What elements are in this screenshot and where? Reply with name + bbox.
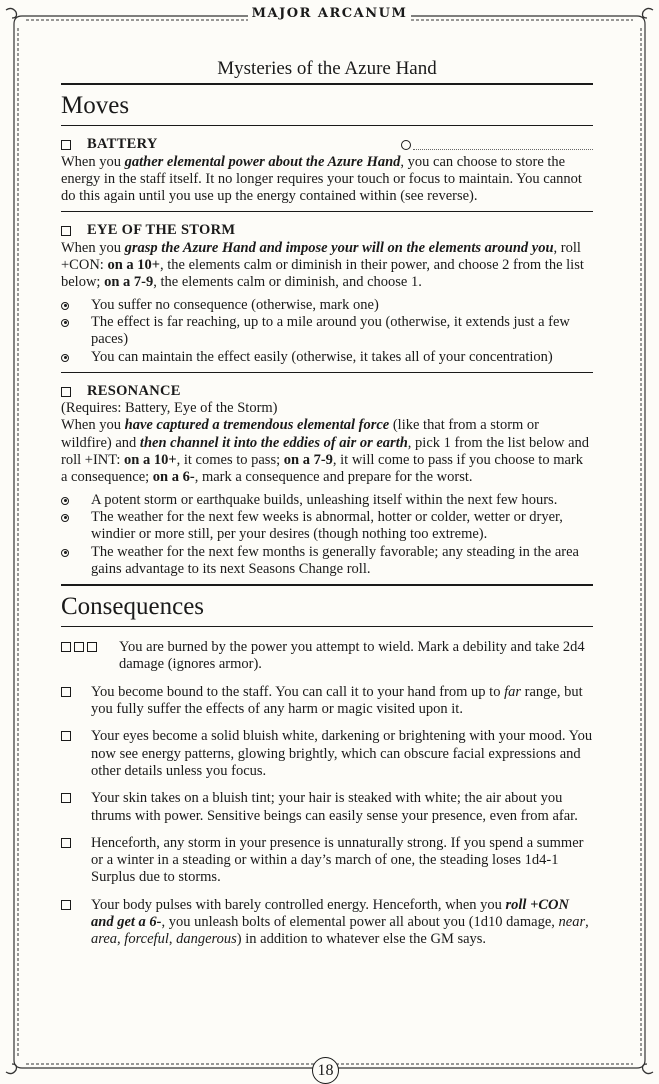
text-run: , the elements calm or diminish in their power, and choose 2 from the list below; — [61, 257, 584, 291]
move-options — [61, 297, 593, 366]
move-option-text: The effect is far reaching, up to a mile around you (otherwise, it extends just a few paces) — [91, 313, 570, 348]
text-run: , pick 1 from the list below and roll +INT: — [61, 434, 590, 469]
text-run: , you unleash bolts of elemental power all about you (1d10 damage, — [161, 913, 559, 930]
text-run: (like that from a storm or wildfire) and — [61, 417, 540, 451]
page-content — [61, 56, 593, 959]
move-options — [61, 492, 593, 578]
consequence-text — [91, 835, 583, 886]
consequence-checkboxes — [61, 793, 74, 803]
text-run: range, but you fully suffer the effects of any harm or magic visited upon it. — [91, 683, 583, 718]
text-run: gather elemental power about the Azure Hand — [124, 153, 401, 170]
move-checkbox[interactable] — [61, 226, 71, 236]
move-checkbox[interactable] — [61, 140, 71, 150]
consequence-item — [61, 684, 593, 719]
text-run: on a 7-9 — [104, 274, 154, 291]
consequence-checkbox[interactable] — [61, 687, 71, 697]
text-run: When you — [61, 417, 125, 434]
divider — [61, 626, 593, 627]
consequence-item — [61, 835, 593, 887]
consequence-text — [91, 790, 578, 823]
move-option-text: The weather for the next few weeks is abnormal, hotter or colder, wetter or dryer, windier or more still, per your desires (though nothing too extreme). — [91, 508, 563, 543]
move-option — [61, 297, 593, 314]
consequences-list — [61, 639, 593, 948]
consequence-item — [61, 897, 593, 949]
energy-circle[interactable] — [401, 140, 411, 150]
text-run: , you can choose to store the energy in the staff itself. It no longer requires your touch or focus to maintain. You cannot do this again until you use up the energy contained within (see reverse). — [61, 153, 582, 205]
text-run: , — [168, 931, 177, 948]
move-title — [61, 136, 593, 153]
text-run: , mark a consequence and prepare for the worst. — [194, 469, 473, 486]
move-option-text: A potent storm or earthquake builds, unleashing itself within the next few hours. — [91, 491, 558, 508]
text-run: on a 7-9 — [283, 452, 333, 469]
text-run: You become bound to the staff. You can call it to your hand from up to — [91, 683, 505, 700]
bullet-icon — [61, 319, 69, 327]
text-run: , — [117, 931, 125, 948]
text-run: Your eyes become a solid bluish white, darkening or brightening with your mood. You now see energy patterns, glowing brightly, which can obscure facial expressions and other details unless you focus. — [91, 728, 593, 779]
energy-dotted-line — [413, 140, 593, 150]
text-run: ) in addition to whatever else the GM says. — [236, 931, 487, 948]
move-text — [61, 154, 593, 206]
text-run: far — [504, 683, 521, 700]
consequence-checkboxes — [61, 731, 74, 741]
move-block — [61, 126, 593, 211]
consequence-checkbox[interactable] — [87, 642, 97, 652]
bullet-icon — [61, 354, 69, 362]
text-run: on a 10+ — [124, 452, 177, 469]
bullet-icon — [61, 302, 69, 310]
move-text — [61, 417, 593, 486]
consequence-checkbox[interactable] — [61, 793, 71, 803]
move-option-text: You suffer no consequence (otherwise, mark one) — [91, 296, 379, 313]
consequence-text — [91, 897, 589, 948]
consequence-text — [119, 639, 585, 672]
consequences-heading: Consequences — [61, 593, 205, 621]
text-run: Your body pulses with barely controlled energy. Henceforth, when you — [91, 896, 506, 913]
text-run: roll +CON and get a 6- — [91, 896, 569, 930]
move-option — [61, 314, 593, 349]
consequence-checkbox[interactable] — [74, 642, 84, 652]
bullet-icon — [61, 514, 69, 522]
text-run: , — [585, 913, 589, 930]
move-name: EYE OF THE STORM — [87, 222, 236, 239]
text-run: area — [91, 931, 118, 948]
text-run: When you — [61, 153, 125, 170]
consequence-text — [91, 728, 592, 779]
move-name: BATTERY — [87, 136, 158, 153]
text-run: , roll +CON: — [61, 239, 581, 274]
text-run: have captured a tremendous elemental force — [124, 417, 390, 434]
bullet-icon — [61, 549, 69, 557]
text-run: then channel it into the eddies of air or earth — [139, 434, 408, 451]
bullet-icon — [61, 497, 69, 505]
move-option-text: The weather for the next few months is generally favorable; any steading in the area gains advantage to its next Seasons Change roll. — [91, 543, 579, 577]
text-run: dangerous — [176, 931, 237, 948]
consequence-checkbox[interactable] — [61, 642, 71, 652]
text-run: on a 10+ — [107, 257, 161, 274]
consequence-checkboxes — [61, 900, 74, 910]
consequence-checkboxes — [61, 838, 74, 848]
move-option — [61, 349, 593, 366]
move-checkbox[interactable] — [61, 387, 71, 397]
move-option-text: You can maintain the effect easily (otherwise, it takes all of your concentration) — [91, 348, 553, 365]
text-run: forceful — [124, 931, 169, 948]
move-option — [61, 509, 593, 544]
text-run: near — [558, 913, 586, 930]
consequence-checkboxes — [61, 687, 74, 697]
move-title — [61, 222, 593, 239]
consequence-checkbox[interactable] — [61, 838, 71, 848]
text-run: Your skin takes on a bluish tint; your hair is steaked with white; the air about you thrums with power. Sensitive beings can easily sense your presence, even from afar. — [91, 790, 578, 824]
page-number: 18 — [312, 1057, 339, 1084]
text-run: , the elements calm or diminish, and choose 1. — [153, 274, 422, 291]
move-option — [61, 544, 593, 579]
page-title: Mysteries of the Azure Hand — [217, 58, 437, 79]
move-requirements: (Requires: Battery, Eye of the Storm) — [61, 400, 278, 417]
consequence-item — [61, 639, 593, 674]
header-section-label: MAJOR ARCANUM — [248, 6, 412, 21]
move-title — [61, 383, 593, 400]
moves-heading: Moves — [61, 92, 130, 120]
move-text — [61, 240, 593, 292]
consequence-item — [61, 790, 593, 825]
text-run: Henceforth, any storm in your presence is unnaturally strong. If you spend a summer or a winter in a steading or within a day’s march of one, the steading loses 1d4-1 Surplus due to storms. — [91, 834, 584, 886]
moves-list — [61, 126, 593, 584]
header-section-title — [0, 6, 659, 21]
move-option — [61, 492, 593, 509]
consequence-item — [61, 728, 593, 780]
text-run: , it comes to pass; — [176, 452, 284, 469]
move-name: RESONANCE — [87, 382, 181, 399]
consequence-checkbox[interactable] — [61, 731, 71, 741]
consequence-checkboxes — [61, 642, 100, 652]
text-run: , it will come to pass if you choose to mark a consequence; — [61, 452, 583, 486]
text-run: You are burned by the power you attempt to wield. Mark a debility and take 2d4 damage (ignores armor). — [119, 639, 585, 673]
consequence-text — [91, 684, 583, 717]
consequence-checkbox[interactable] — [61, 900, 71, 910]
text-run: grasp the Azure Hand and impose your will on the elements around you — [124, 239, 554, 256]
energy-track[interactable] — [401, 140, 593, 150]
move-block — [61, 212, 593, 371]
move-block — [61, 373, 593, 584]
text-run: When you — [61, 239, 125, 256]
text-run: on a 6- — [152, 469, 195, 486]
